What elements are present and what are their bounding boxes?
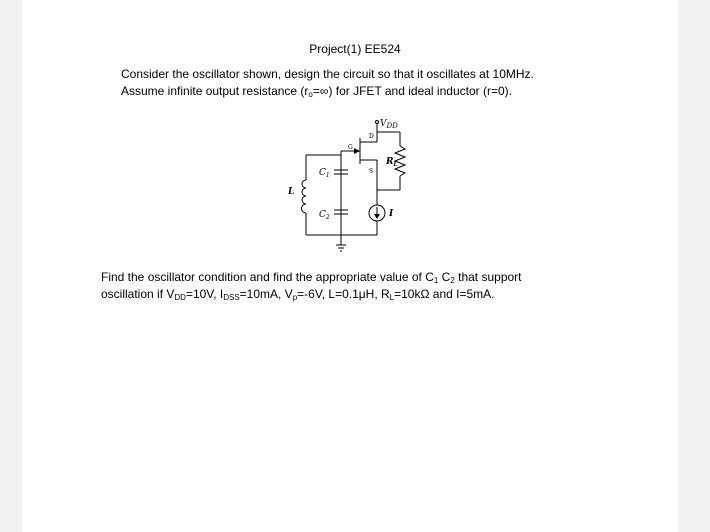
gate-label: G [348,144,353,151]
vdd-label: $V_{DD}$ [380,119,398,130]
document-title: Project(1) EE524 [309,42,401,56]
c1-label: $C_1$ [319,168,330,179]
c2-label: $C_2$ [319,210,330,221]
intro-line-2: Assume infinite output resistance $(r_o=\infty)$ for JFET and ideal inductor (r=0). [121,84,512,99]
intro-paragraph [121,66,534,100]
task-line-1: Find the oscillator condition and find the appropriate value of $C_1$ $C_2$ that support [101,270,522,285]
oscillator-circuit-diagram [280,115,420,255]
drain-label: D [369,133,374,140]
intro-line-1: Consider the oscillator shown, design the circuit so that it oscillates at 10MHz. [121,67,534,81]
task-line-2: oscillation if $V_{DD}=10V$, $I_{DSS}=10mA$, $V_p=-6V$, L=0.1μH, $R_L=10k\Omega$ and I=5mA. [101,287,495,302]
current-source-label: I [389,209,394,219]
task-paragraph [101,269,522,303]
source-label: S [369,168,374,175]
rl-label: $R_L$ [386,157,398,168]
inductor-label: L [288,187,295,197]
